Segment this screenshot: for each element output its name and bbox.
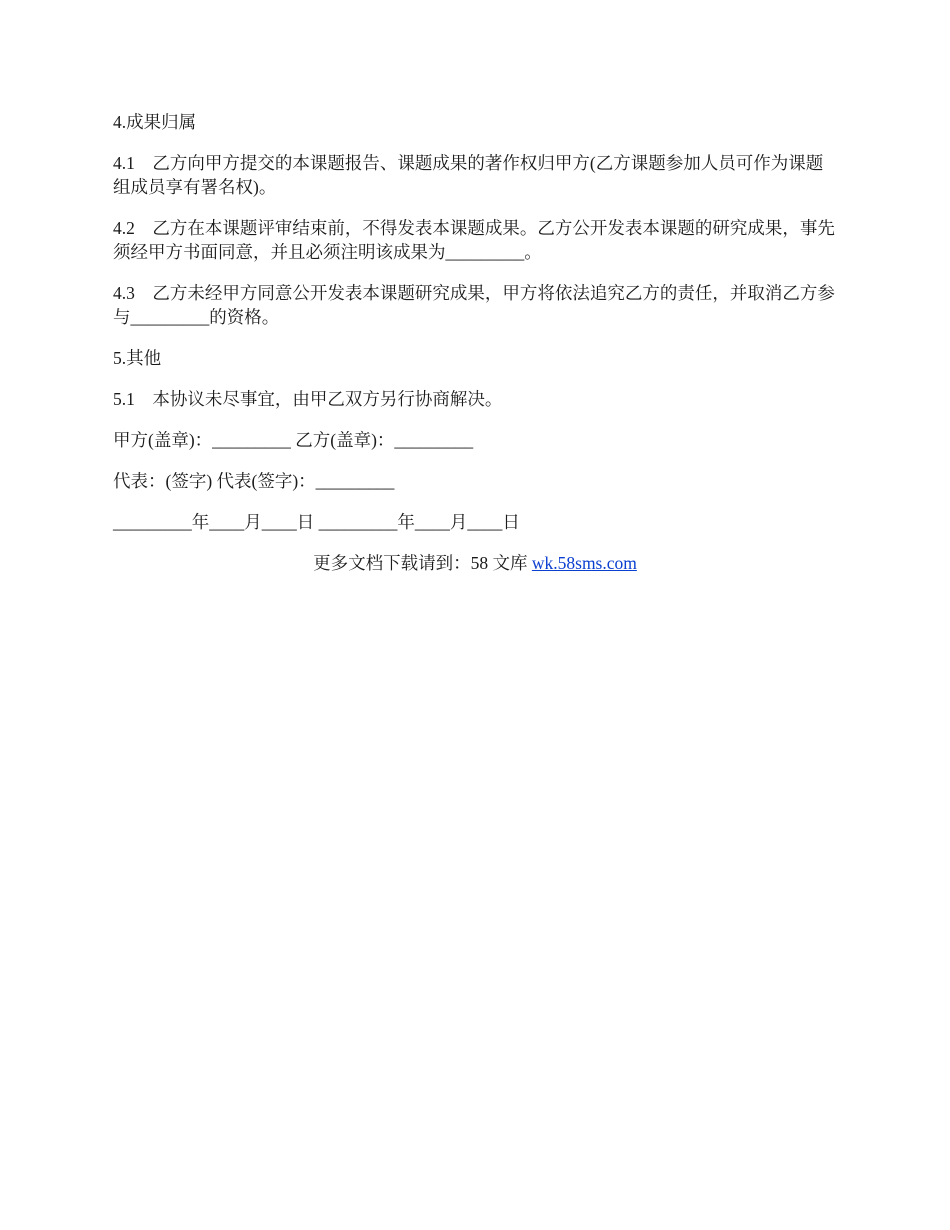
footer-text: 更多文档下载请到：58 文库: [313, 553, 532, 573]
section-heading-other: 5.其他: [113, 348, 162, 368]
clause-4-1: 4.1 乙方向甲方提交的本课题报告、课题成果的著作权归甲方(乙方课题参加人员可作为课题组成员享有署名权)。: [113, 153, 824, 197]
clause-5-1: 5.1 本协议未尽事宜，由甲乙双方另行协商解决。: [113, 389, 503, 409]
clause-4-2: 4.2 乙方在本课题评审结束前，不得发表本课题成果。乙方公开发表本课题的研究成果，事先须经甲方书面同意，并且必须注明该成果为_________。: [113, 218, 835, 262]
document-body: [113, 110, 838, 551]
date-line: _________年____月____日 _________年____月____日: [113, 512, 520, 532]
signature-line: 代表：(签字) 代表(签字)：_________: [113, 471, 395, 491]
footer-link[interactable]: wk.58sms.com: [531, 553, 637, 573]
clause-4-3: 4.3 乙方未经甲方同意公开发表本课题研究成果，甲方将依法追究乙方的责任，并取消乙方参与_________的资格。: [113, 283, 835, 327]
download-footer: [0, 551, 950, 575]
seal-line: 甲方(盖章)：_________ 乙方(盖章)：_________: [113, 430, 474, 450]
section-heading-ownership: 4.成果归属: [113, 112, 197, 132]
